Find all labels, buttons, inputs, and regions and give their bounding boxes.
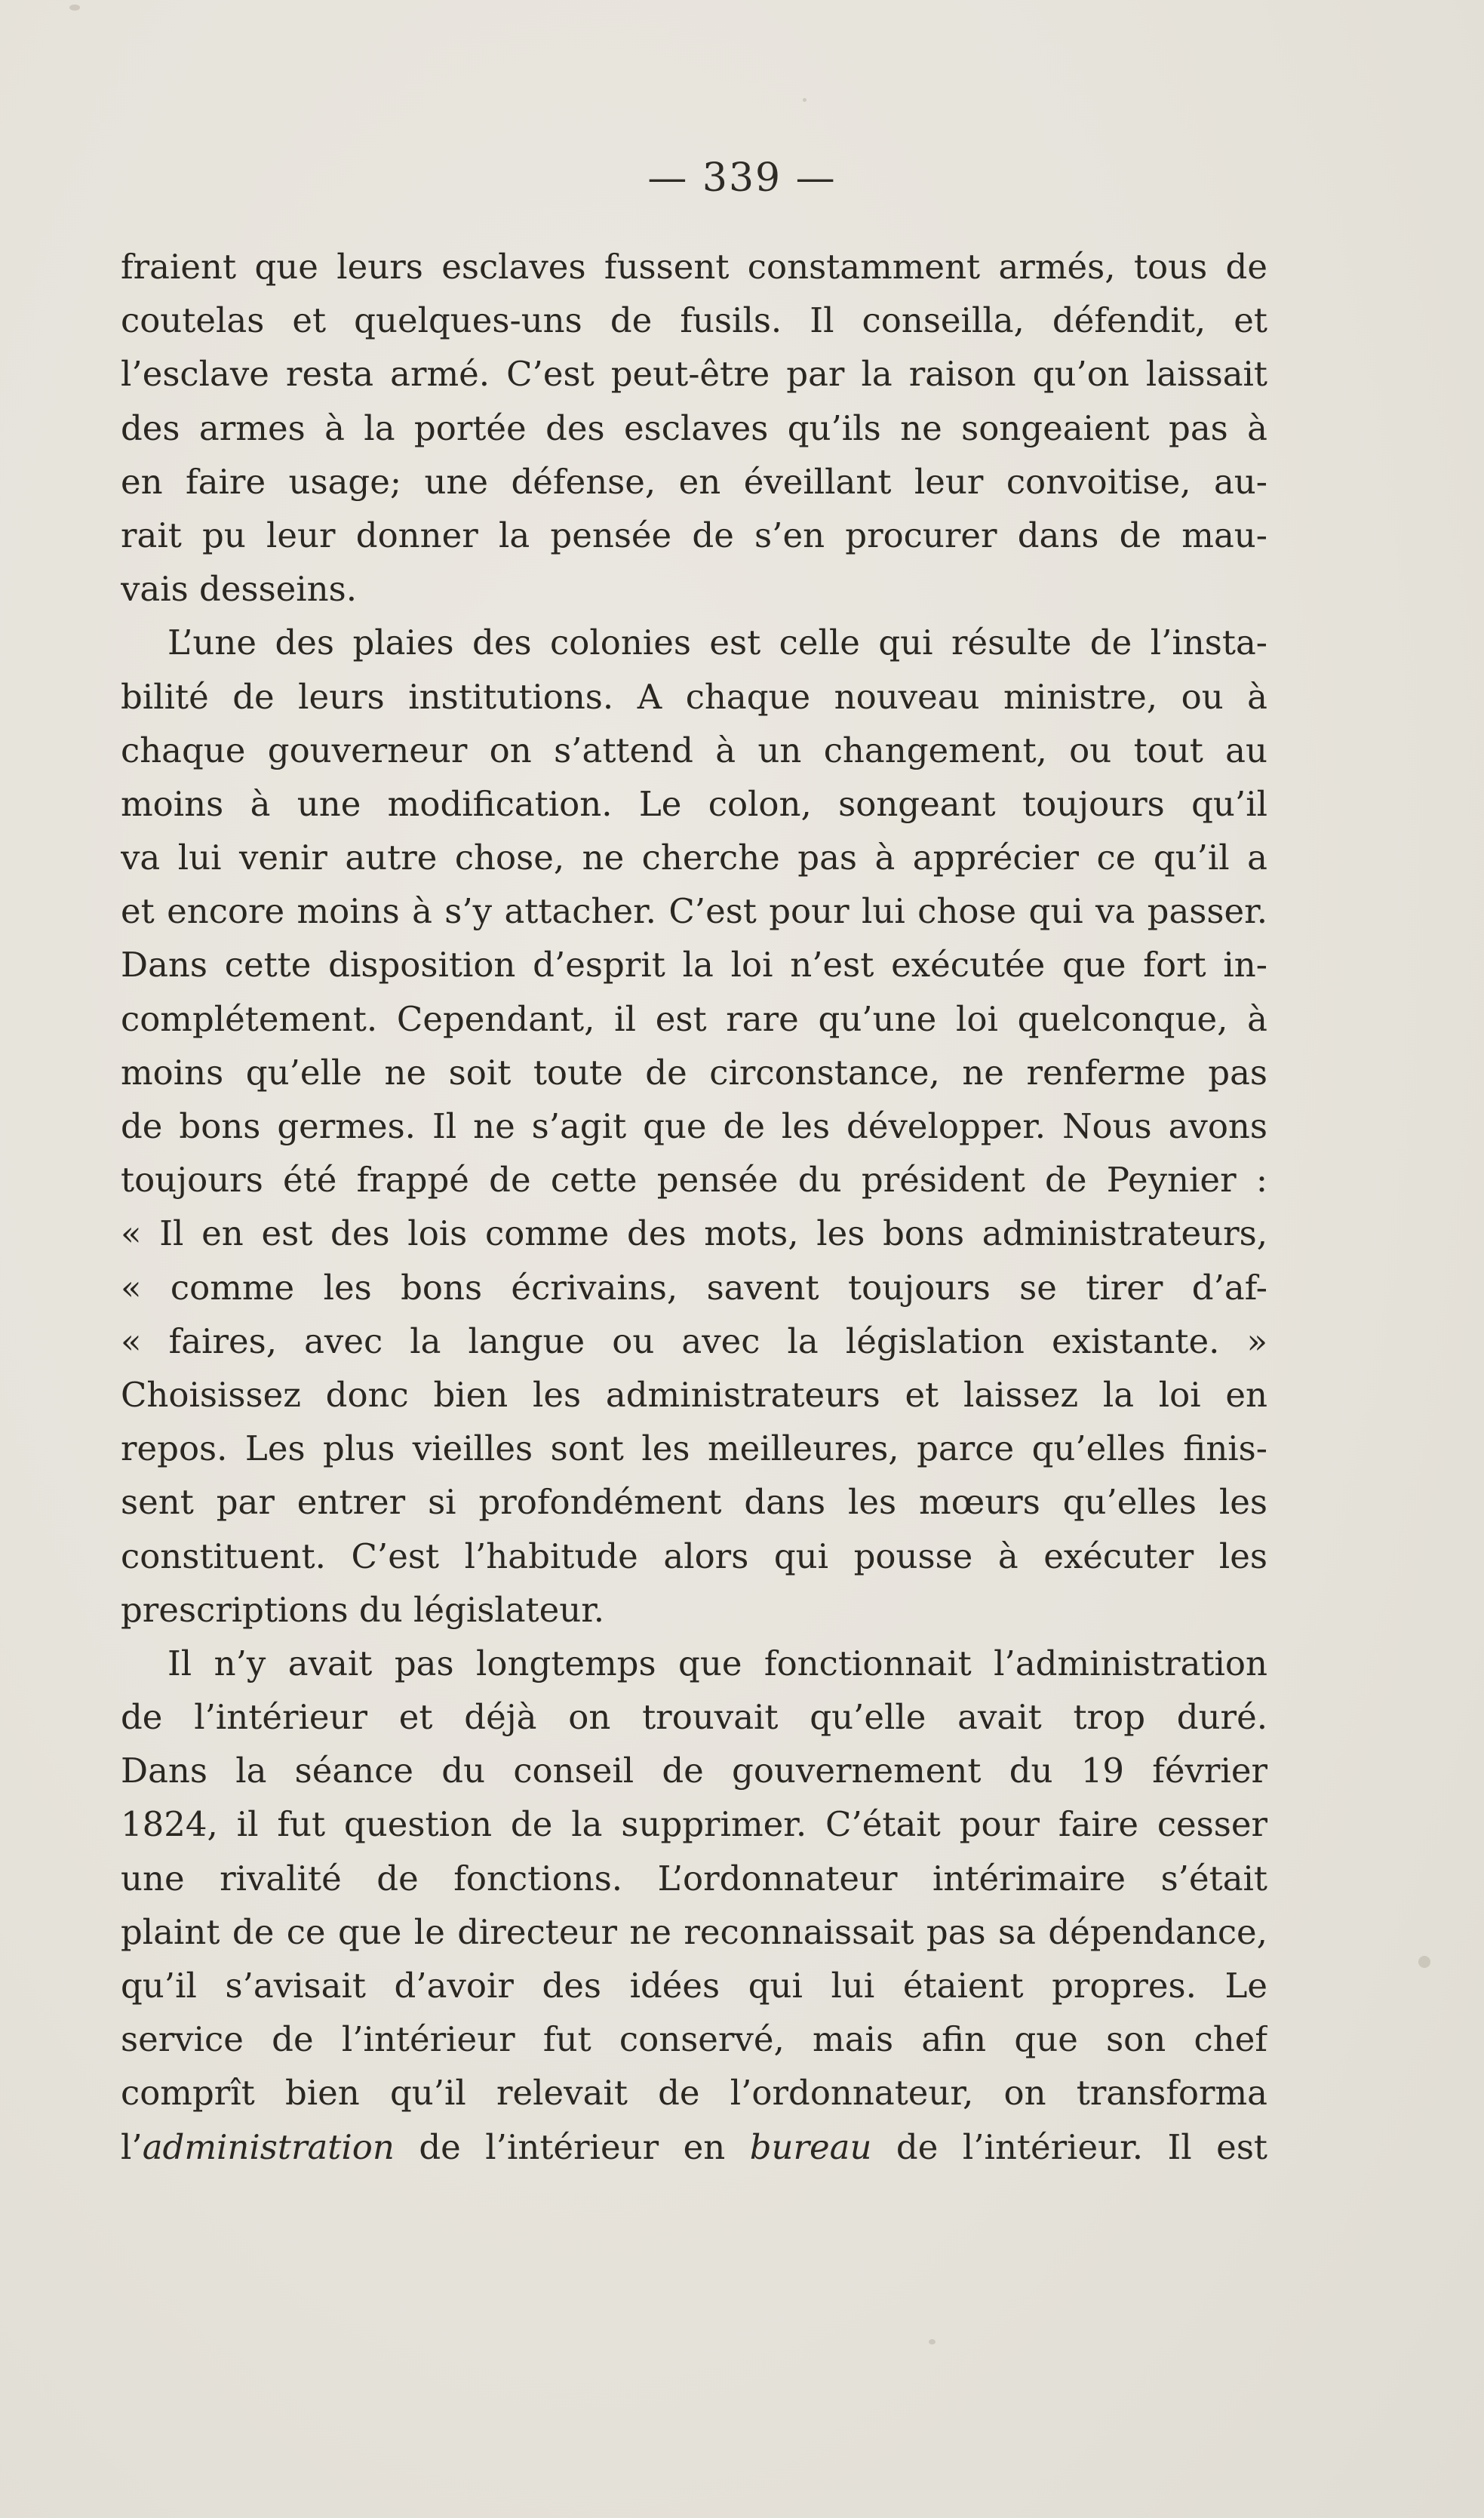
text-line: L’une des plaies des colonies est celle qui résulte de l’insta- (167, 623, 1267, 663)
text-line: Choisissez donc bien les administrateurs et laissez la loi en (121, 1374, 1267, 1415)
text-line: va lui venir autre chose, ne cherche pas à apprécier ce qu’il a (121, 838, 1267, 878)
body-text (121, 240, 1267, 2174)
text-line: de l’intérieur et déjà on trouvait qu’elle avait trop duré. (121, 1697, 1267, 1738)
text-line: repos. Les plus vieilles sont les meilleures, parce qu’elles finis- (121, 1428, 1267, 1469)
text-line: de bons germes. Il ne s’agit que de les développer. Nous avons (121, 1106, 1267, 1146)
text-line: l’esclave resta armé. C’est peut-être par la raison qu’on laissait (121, 354, 1267, 395)
text-segment: de l’intérieur en (394, 2126, 750, 2167)
text-segment: de l’intérieur. Il est (871, 2126, 1267, 2167)
italic-term-bureau: bureau (749, 2126, 872, 2167)
text-line: moins à une modification. Le colon, songeant toujours qu’il (121, 783, 1267, 824)
text-line: en faire usage; une défense, en éveillant leur convoitise, au- (121, 461, 1267, 502)
text-line: rait pu leur donner la pensée de s’en procurer dans de mau- (121, 515, 1267, 555)
text-line: une rivalité de fonctions. L’ordonnateur intérimaire s’était (121, 1858, 1267, 1898)
text-line: des armes à la portée des esclaves qu’ils ne songeaient pas à (121, 407, 1267, 448)
text-line: comprît bien qu’il relevait de l’ordonnateur, on transforma (121, 2073, 1267, 2114)
text-line: « faires, avec la langue ou avec la législation existante. » (121, 1320, 1267, 1361)
paper-speck (1418, 1956, 1430, 1968)
text-line: bilité de leurs institutions. A chaque nouveau ministre, ou à (121, 676, 1267, 717)
text-line: chaque gouverneur on s’attend à un changement, ou tout au (121, 730, 1267, 770)
paper-speck (69, 5, 80, 11)
text-line: plaint de ce que le directeur ne reconnaissait pas sa dépendance, (121, 1911, 1267, 1952)
text-segment: l’ (121, 2126, 143, 2167)
text-line: Dans la séance du conseil de gouvernement du 19 février (121, 1751, 1267, 1791)
text-line: service de l’intérieur fut conservé, mais afin que son chef (121, 2019, 1267, 2060)
text-line: « comme les bons écrivains, savent toujours se tirer d’af- (121, 1267, 1267, 1308)
text-line: Dans cette disposition d’esprit la loi n’est exécutée que fort in- (121, 945, 1267, 985)
text-line: coutelas et quelques-uns de fusils. Il conseilla, défendit, et (121, 300, 1267, 341)
text-line: et encore moins à s’y attacher. C’est pour lui chose qui va passer. (121, 891, 1267, 932)
text-line: fraient que leurs esclaves fussent constamment armés, tous de (121, 247, 1267, 287)
text-line: constituent. C’est l’habitude alors qui pousse à exécuter les (121, 1536, 1267, 1576)
text-line: prescriptions du législateur. (121, 1589, 605, 1630)
text-line-final (121, 2120, 1267, 2174)
text-line: qu’il s’avisait d’avoir des idées qui lui étaient propres. Le (121, 1966, 1267, 2006)
text-line: « Il en est des lois comme des mots, les bons administrateurs, (121, 1213, 1267, 1254)
text-line: 1824, il fut question de la supprimer. C’était pour faire cesser (121, 1804, 1267, 1845)
page-number: — 339 — (647, 155, 837, 201)
text-line: Il n’y avait pas longtemps que fonctionnait l’administration (167, 1643, 1267, 1683)
italic-term-administration: administration (142, 2126, 395, 2167)
text-line: vais desseins. (121, 569, 358, 610)
paper-speck (803, 98, 807, 102)
text-line: complétement. Cependant, il est rare qu’une loi quelconque, à (121, 998, 1267, 1039)
paper-speck (929, 2339, 936, 2344)
text-line: toujours été frappé de cette pensée du président de Peynier : (121, 1160, 1267, 1201)
text-line: sent par entrer si profondément dans les mœurs qu’elles les (121, 1482, 1267, 1523)
text-line: moins qu’elle ne soit toute de circonstance, ne renferme pas (121, 1052, 1267, 1093)
